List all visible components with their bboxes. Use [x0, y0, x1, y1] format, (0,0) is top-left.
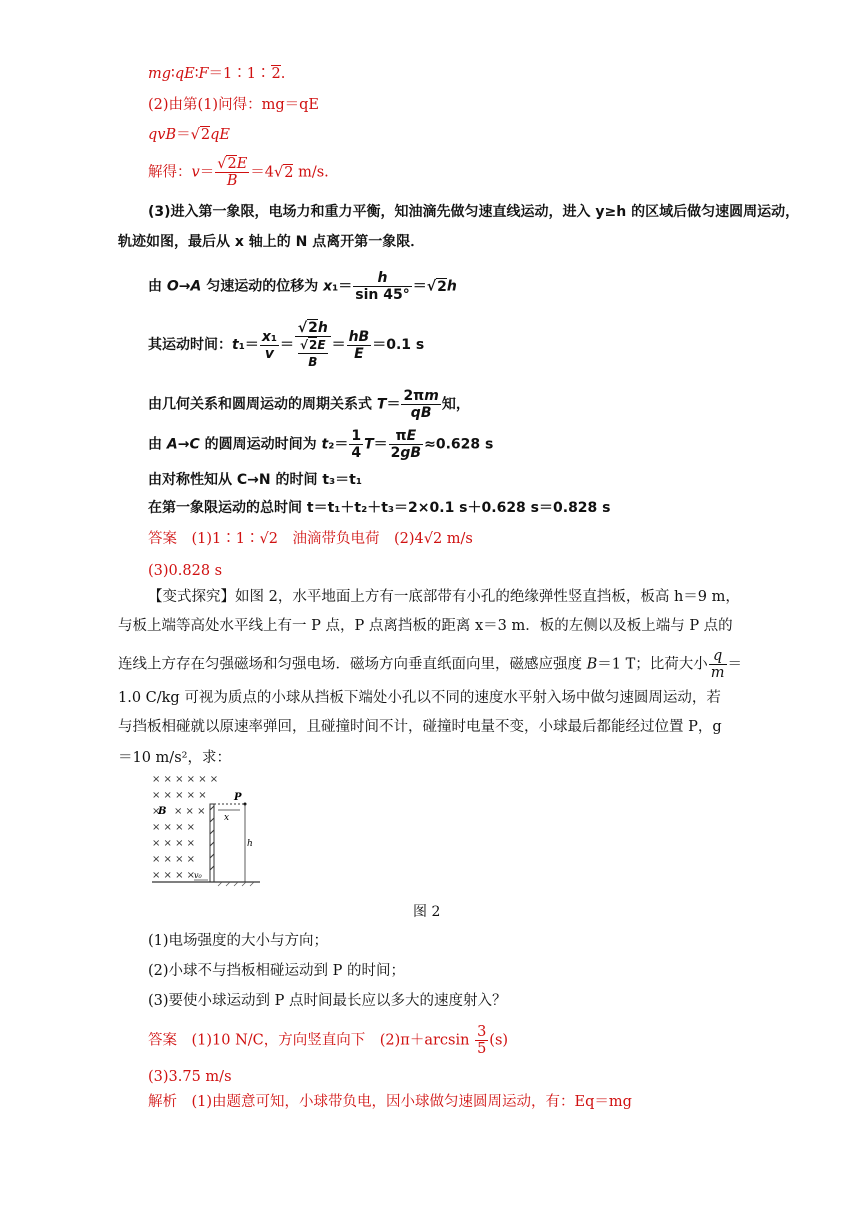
part3-line1: (3)进入第一象限，电场力和重力平衡，知油滴先做匀速直线运动，进入 y≥h 的区域后做匀速圆周运动，	[148, 204, 800, 220]
answer2b-line: (3)3.75 m/s	[148, 1069, 232, 1085]
label-B: B	[158, 806, 167, 817]
svg-text:× × × ×: × × × ×	[152, 854, 196, 865]
svg-text:×: ×	[152, 806, 161, 817]
label-P: P	[234, 792, 242, 803]
variant-p2: 与板上端等高处水平线上有一 P 点，P 点离挡板的距离 x＝3 m．板的左侧以及板上端与 P 点的	[118, 618, 733, 634]
magnetic-field-crosses	[152, 774, 218, 881]
label-x: x	[224, 813, 230, 823]
ratio-line: mg∶qE∶F＝1∶1∶2.	[148, 66, 286, 82]
variant-p4: 1.0 C/kg 可视为质点的小球从挡板下端处小孔以不同的速度水平射入场中做匀速圆周运动，若	[118, 690, 721, 706]
question-1: (1)电场强度的大小与方向；	[148, 933, 329, 949]
answer1b-line: (3)0.828 s	[148, 563, 223, 579]
svg-text:× × × × × ×: × × × × × ×	[152, 774, 219, 785]
svg-text:× × × ×: × × × ×	[152, 822, 196, 833]
answer2-line: 答案 (1)10 N/C，方向竖直向下 (2)π＋arcsin $\frac{3}{5}$ (s)	[148, 1024, 509, 1057]
qvb-line: qvB＝√2qE	[148, 127, 230, 143]
figure-caption: 图 2	[413, 904, 441, 920]
answer1-line: 答案 (1)1∶1∶√2 油滴带负电荷 (2)4√2 m/s	[148, 531, 473, 547]
total-line: 在第一象限运动的总时间 t＝t₁＋t₂＋t₃＝2×0.1 s＋0.628 s＝0.828 s	[148, 500, 611, 516]
oa-line: 由 O→A 匀速运动的位移为 x₁＝ $\frac{h}{\sin 45^\circ}$ ＝√2h	[148, 270, 457, 303]
question-3: (3)要使小球运动到 P 点时间最长应以多大的速度射入？	[148, 993, 507, 1009]
figure-2-diagram	[148, 770, 263, 890]
part3-line2: 轨迹如图，最后从 x 轴上的 N 点离开第一象限．	[118, 234, 425, 250]
part2-head: (2)由第(1)问得：mg＝qE	[148, 97, 319, 113]
variant-p6: ＝10 m/s²，求：	[118, 750, 231, 766]
t3-line: 由对称性知从 C→N 的时间 t₃＝t₁	[148, 472, 362, 488]
svg-text:× × × ×: × × × ×	[152, 838, 196, 849]
period-line: 由几何关系和圆周运动的周期关系式 T＝ $\frac{2\pi m}{qB}$ 知，	[148, 388, 470, 421]
question-2: (2)小球不与挡板相碰运动到 P 的时间；	[148, 963, 406, 979]
t2-line: 由 A→C 的圆周运动时间为 t₂＝ $\frac{1}{4}$ T＝ $\frac{\pi E}{2gB}$ ≈0.628 s	[148, 428, 494, 461]
svg-text:× × × ×: × × × ×	[152, 870, 196, 881]
variant-p1: 【变式探究】如图 2，水平地面上方有一底部带有小孔的绝缘弹性竖直挡板，板高 h＝9 m，	[148, 589, 740, 605]
variant-p3: 连线上方存在匀强磁场和匀强电场．磁场方向垂直纸面向里，磁感应强度 B＝1 T；比荷大小 $\frac{q}{m}$ ＝	[118, 648, 743, 681]
svg-text:× × × × ×: × × × × ×	[152, 790, 207, 801]
v-solve-line: 解得：v＝ $\frac{√2E}{B}$ ＝4√2 m/s.	[148, 156, 329, 189]
analysis-line: 解析 (1)由题意可知，小球带负电，因小球做匀速圆周运动，有：Eq＝mg	[148, 1094, 632, 1110]
svg-text:× × ×: × × ×	[174, 806, 206, 817]
label-v0: v₀	[194, 871, 202, 880]
variant-p5: 与挡板相碰就以原速率弹回，且碰撞时间不计，碰撞时电量不变，小球最后都能经过位置 P，g	[118, 719, 722, 735]
t1-line: 其运动时间：t₁＝ $\frac{\text{x₁}}{v}$ ＝ $\frac{√2h}{\frac{√2E}{B}}$ ＝ $\frac{hB}{E}$ ＝0.1 s	[148, 320, 425, 369]
label-h: h	[247, 839, 253, 849]
